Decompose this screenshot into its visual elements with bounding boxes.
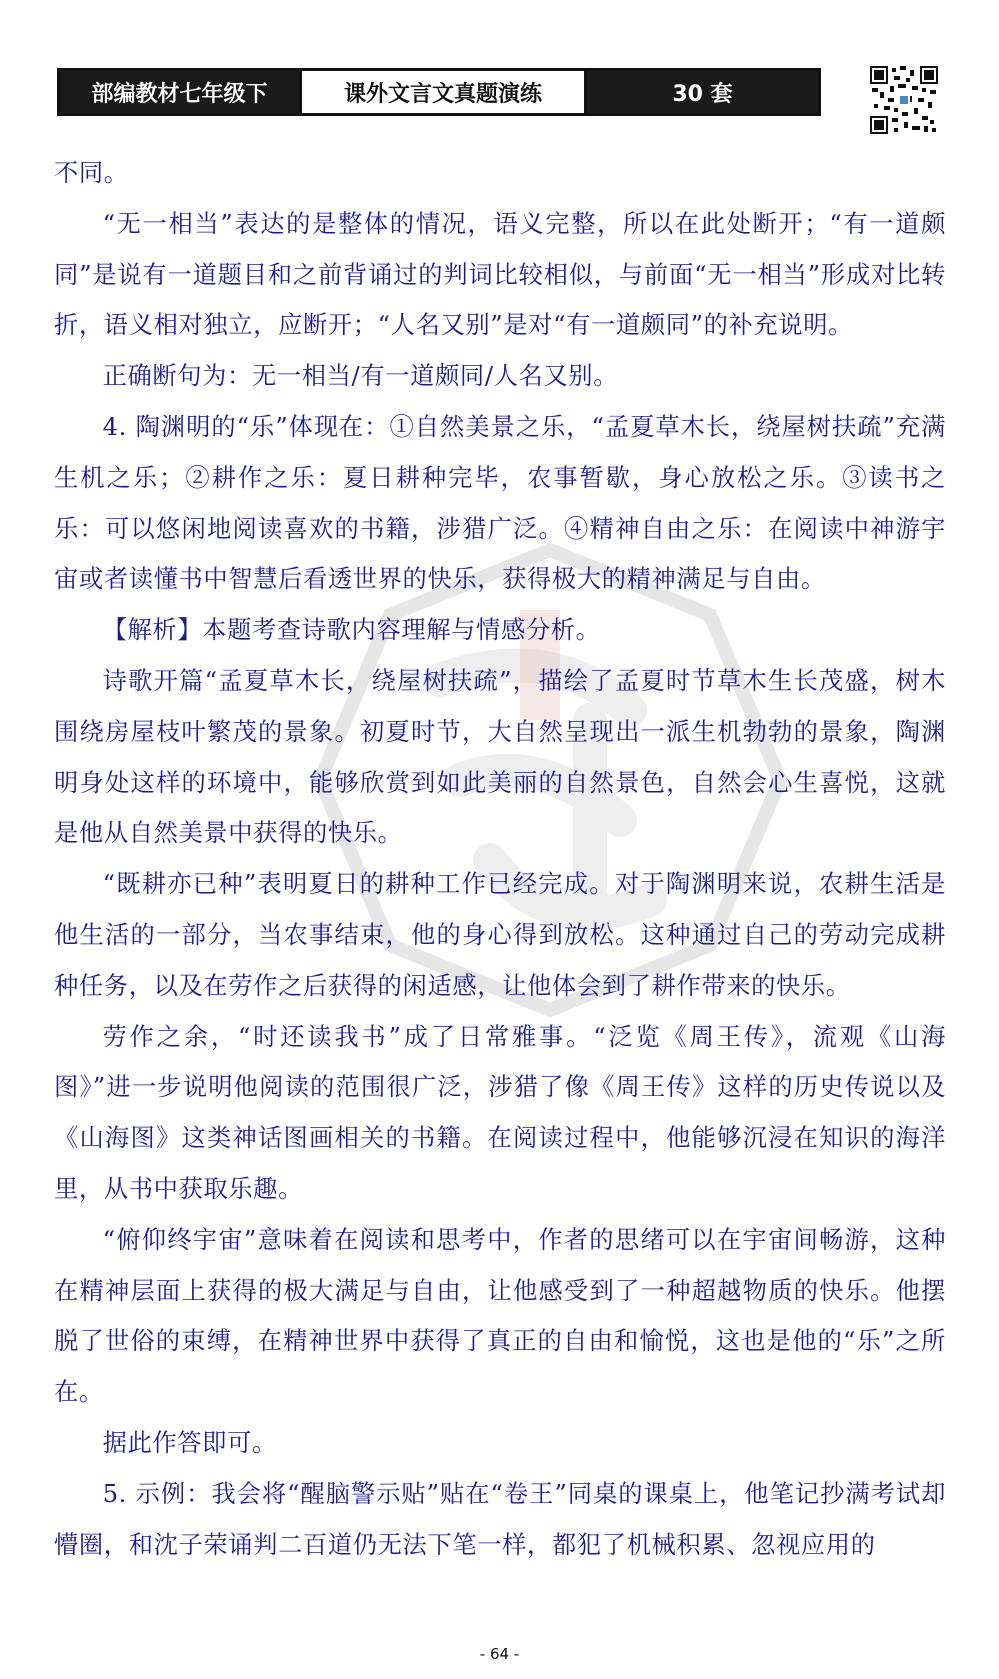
page-header [57, 68, 821, 116]
paragraph: “无一相当”表达的是整体的情况，语义完整，所以在此处断开；“有一道颇同”是说有一道题目和之前背诵过的判词比较相似，与前面“无一相当”形成对比转折，语义相对独立，应断开；“人名又别”是对“有一道颇同”的补充说明。 [54, 208, 946, 340]
qr-code-icon [870, 66, 938, 134]
paragraph: “俯仰终宇宙”意味着在阅读和思考中，作者的思绪可以在宇宙间畅游，这种在精神层面上获得的极大满足与自由，让他感受到了一种超越物质的快乐。他摆脱了世俗的束缚，在精神世界中获得了真正的自由和愉悦，这也是他的“乐”之所在。 [54, 1224, 946, 1407]
paragraph: 诗歌开篇“孟夏草木长，绕屋树扶疏”，描绘了孟夏时节草木生长茂盛，树木围绕房屋枝叶繁茂的景象。初夏时节，大自然呈现出一派生机勃勃的景象，陶渊明身处这样的环境中，能够欣赏到如此美丽的自然景色，自然会心生喜悦，这就是他从自然美景中获得的快乐。 [54, 665, 946, 848]
header-grade-label: 部编教材七年级下 [60, 71, 299, 113]
paragraph: “既耕亦已种”表明夏日的耕种工作已经完成。对于陶渊明来说，农耕生活是他生活的一部分，当农事结束，他的身心得到放松。这种通过自己的劳动完成耕种任务，以及在劳作之后获得的闲适感，让他体会到了耕作带来的快乐。 [54, 869, 946, 1000]
paragraph: 正确断句为：无一相当/有一道颇同/人名又别。 [102, 361, 619, 391]
page-number: - 64 - [479, 1645, 520, 1663]
analysis-heading: 【解析】本题考查诗歌内容理解与情感分析。 [102, 615, 601, 645]
paragraph: 不同。 [54, 158, 129, 187]
header-set-count: 30 套 [587, 71, 818, 113]
paragraph: 4. 陶渊明的“乐”体现在：①自然美景之乐，“孟夏草木长，绕屋树扶疏”充满生机之乐；②耕作之乐：夏日耕种完毕，农事暂歇，身心放松之乐。③读书之乐：可以悠闲地阅读喜欢的书籍，涉猎广泛。④精神自由之乐：在阅读中神游宇宙或者读懂书中智慧后看透世界的快乐，获得极大的精神满足与自由。 [54, 411, 946, 594]
paragraph: 劳作之余，“时还读我书”成了日常雅事。“泛览《周王传》，流观《山海图》”进一步说明他阅读的范围很广泛，涉猎了像《周王传》这样的历史传说以及《山海图》这类神话图画相关的书籍。在阅读过程中，他能够沉浸在知识的海洋里，从书中获取乐趣。 [54, 1021, 946, 1203]
header-title: 课外文言文真题演练 [299, 71, 587, 113]
paragraph: 据此作答即可。 [102, 1427, 277, 1457]
answer-content [54, 148, 946, 1570]
paragraph: 5. 示例：我会将“醒脑警示贴”贴在“卷王”同桌的课桌上，他笔记抄满考试却懵圈，和沈子荣诵判二百道仍无法下笔一样，都犯了机械积累、忽视应用的 [54, 1478, 946, 1559]
